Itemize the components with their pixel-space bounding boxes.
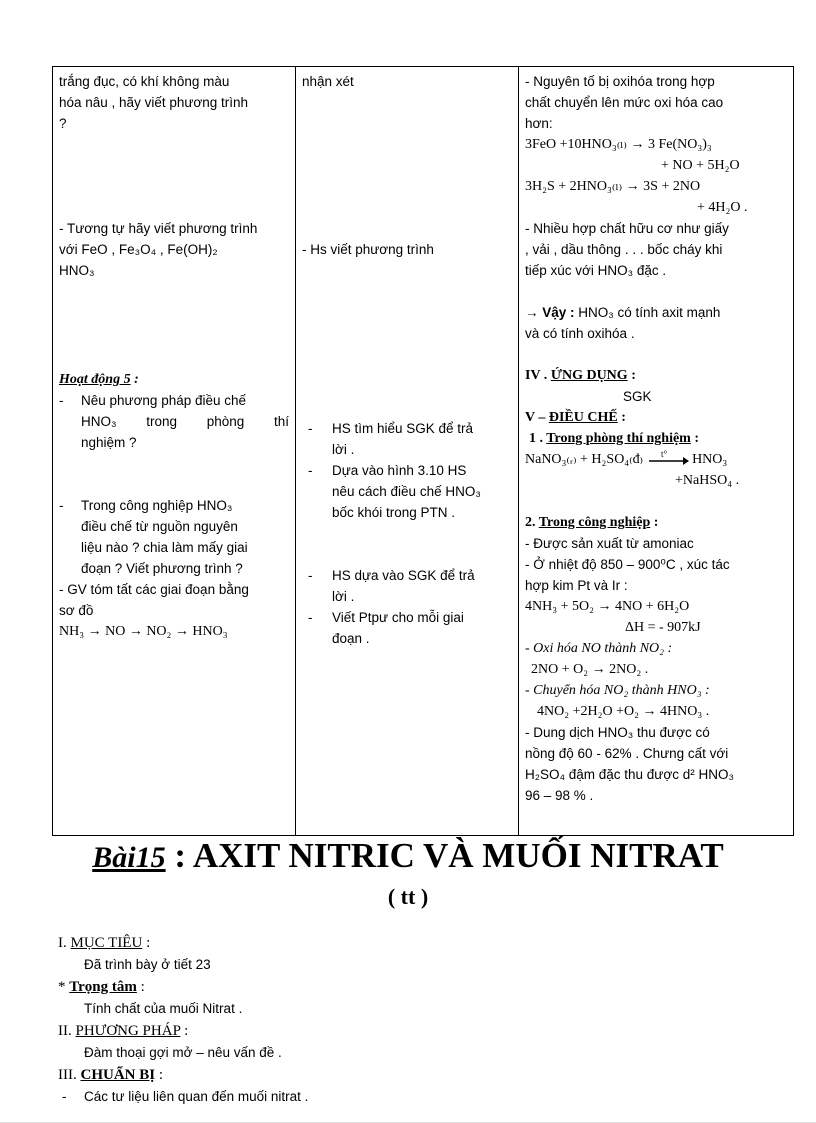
section-number: III. [58, 1067, 81, 1083]
equation: + 4H₂O . [697, 200, 748, 215]
text-line: Các tư liệu liên quan đến muối nitrat . [84, 1089, 309, 1104]
text-line: 96 – 98 % . [525, 788, 594, 803]
text-line: với FeO , Fe₃O₄ , Fe(OH)₂ [59, 242, 218, 257]
section-number: 1 . [529, 431, 547, 446]
lesson-number: Bài15 [92, 841, 166, 874]
section-heading: ĐIỀU CHẾ [548, 410, 618, 425]
text-line: HS dựa vào SGK để trả [332, 568, 475, 583]
text-line: H₂SO₄ đậm đặc thu được d² HNO₃ [525, 767, 734, 782]
text-line: nồng độ 60 - 62% . Chưng cất với [525, 746, 729, 761]
text-line: , vải , dầu thông . . . bốc cháy khi [525, 242, 723, 257]
list-item: - HS tìm hiểu SGK để trả lời . [302, 418, 512, 460]
list-item: - Nêu phương pháp điều chế HNO₃ trong phòng thí nghiệm ? [59, 390, 289, 453]
colon: : [617, 410, 626, 425]
equation: 4NH₃ + 5O₂ → 4NO + 6H₂O [525, 599, 690, 614]
text-line: đoạn . [332, 631, 370, 646]
lesson-title [0, 836, 816, 876]
list-item: - HS dựa vào SGK để trả lời . [302, 565, 512, 607]
text-line: đoạn ? Viết phương trình ? [81, 561, 243, 576]
list-item: - Dựa vào hình 3.10 HS nêu cách điều chế HNO₃ bốc khói trong PTN . [302, 460, 512, 523]
text-line: - Nguyên tố bị oxihóa trong hợp [525, 74, 715, 89]
text-line: - Ở nhiệt độ 850 – 900⁰C , xúc tác [525, 557, 730, 572]
activity-heading: Hoạt động 5 [59, 372, 131, 387]
text-line: trắng đục, có khí không màu [59, 74, 230, 89]
text-line: hóa nâu , hãy viết phương trình [59, 95, 249, 110]
text-line: hợp kim Pt và Ir : [525, 578, 628, 593]
list-item: - Viết Ptpư cho mỗi giai đoạn . [302, 607, 512, 649]
product: HNO₃ [692, 452, 728, 467]
section-number: IV . [525, 368, 551, 383]
text-line: HS tìm hiểu SGK để trả [332, 421, 474, 436]
colon: : [180, 1023, 189, 1039]
lesson-objectives [58, 932, 758, 1108]
text-line: - Tương tự hãy viết phương trình [59, 221, 258, 236]
text-line: liệu nào ? chia làm mấy giai [81, 540, 248, 555]
colon: : [690, 431, 700, 446]
text-line: - Nhiều hợp chất hữu cơ như giấy [525, 221, 729, 236]
colon: : [130, 372, 139, 387]
text-line: lời . [332, 442, 355, 457]
text-line: nêu cách điều chế HNO₃ [332, 484, 481, 499]
text-line: điều chế từ nguồn nguyên [81, 519, 238, 534]
lesson-subtitle: ( tt ) [387, 884, 429, 909]
colon: : [627, 368, 636, 383]
section-number: V – [525, 410, 549, 425]
text-line: - GV tóm tất các giai đoạn bằng [59, 582, 249, 597]
arrow-icon: → [525, 305, 539, 320]
text-line: - Dung dịch HNO₃ thu được có [525, 725, 710, 740]
text-line: Đàm thoại gợi mở – nêu vấn đề . [84, 1045, 282, 1060]
section-number: 2. [525, 515, 539, 530]
text-line: Trong công nghiệp HNO₃ [81, 498, 233, 513]
enthalpy: ΔH = - 907kJ [625, 620, 701, 635]
colon: : [142, 935, 151, 951]
text-line: nghiệm ? [81, 435, 137, 450]
section-number: I. [58, 935, 71, 951]
equation [525, 449, 787, 470]
colon: : [155, 1067, 164, 1083]
text-line: tiếp xúc với HNO₃ đặc . [525, 263, 667, 278]
equation: 2NO + O₂ → 2NO₂ . [531, 662, 649, 677]
equation: +NaHSO₄ . [675, 473, 740, 488]
text-line: - Hs viết phương trình [302, 242, 434, 257]
lesson-table [52, 66, 794, 836]
bullet-star: * [58, 979, 70, 995]
student-activity-column [296, 67, 519, 836]
reaction-scheme: NH₃ → NO → NO₂ → HNO₃ [59, 624, 228, 639]
text-line: Tính chất của muối Nitrat . [84, 1001, 243, 1016]
section-heading: Trong công nghiệp [538, 515, 651, 530]
text-line: lời . [332, 589, 355, 604]
section-heading: PHƯƠNG PHÁP [75, 1023, 181, 1039]
text-line: hơn: [525, 116, 553, 131]
text-line: Nêu phương pháp điều chế [81, 393, 247, 408]
text-line: Dựa vào hình 3.10 HS [332, 463, 467, 478]
text-line: ? [59, 116, 67, 131]
text-line: Viết Ptpư cho mỗi giai [332, 610, 464, 625]
equation: + NO + 5H₂O [661, 158, 740, 173]
section-heading: Trong phòng thí nghiệm [546, 431, 691, 446]
colon: : [136, 979, 145, 995]
text-line: - Được sản xuất từ amoniac [525, 536, 694, 551]
list-item: - Trong công nghiệp HNO₃ điều chế từ nguồn nguyên liệu nào ? chia làm mấy giai đoạn ? Viết phương trình ? [59, 495, 289, 579]
section-heading: ỨNG DỤNG [550, 368, 628, 383]
equation: 4NO₂ +2H₂O +O₂ → 4HNO₃ . [537, 704, 710, 719]
text-line: bốc khói trong PTN . [332, 505, 456, 520]
text-line: HNO₃ có tính axit mạnh [574, 305, 721, 320]
section-heading: CHUẨN BỊ [80, 1067, 156, 1083]
text-line: - Chuyển hóa NO₂ thành HNO₃ : [525, 683, 710, 698]
content-column [519, 67, 794, 836]
catalyst-arrow [647, 448, 689, 467]
section-number: II. [58, 1023, 76, 1039]
section-heading: Trọng tâm [69, 979, 137, 995]
text-line: - Oxi hóa NO thành NO₂ : [525, 641, 673, 656]
catalyst-label: t° [660, 448, 667, 459]
conclusion-label: Vậy : [542, 305, 575, 320]
title-colon: : [165, 836, 193, 875]
text-line: nhận xét [302, 74, 354, 89]
equation: 3H₂S + 2HNO₃₍ₗ₎ → 3S + 2NO [525, 179, 701, 194]
equation: 3FeO +10HNO₃₍ₗ₎ → 3 Fe(NO₃)₃ [525, 137, 712, 152]
colon: : [650, 515, 659, 530]
section-heading: MỤC TIÊU [70, 935, 143, 951]
text-line: sơ đồ [59, 603, 94, 618]
text-line: Đã trình bày ở tiết 23 [84, 957, 211, 972]
text-line: và có tính oxihóa . [525, 326, 635, 341]
list-item: - Các tư liệu liên quan đến muối nitrat . [58, 1086, 758, 1108]
teacher-activity-column [53, 67, 296, 836]
text-line: HNO₃ trong phòng thí [81, 414, 289, 429]
title-text: AXIT NITRIC VÀ MUỐI NITRAT [192, 836, 724, 875]
reactants: NaNO₃₍ᵣ₎ + H₂SO₄₍đ₎ [525, 452, 644, 467]
text-line: chất chuyển lên mức oxi hóa cao [525, 95, 724, 110]
text-line: SGK [623, 389, 652, 404]
text-line: HNO₃ [59, 263, 95, 278]
